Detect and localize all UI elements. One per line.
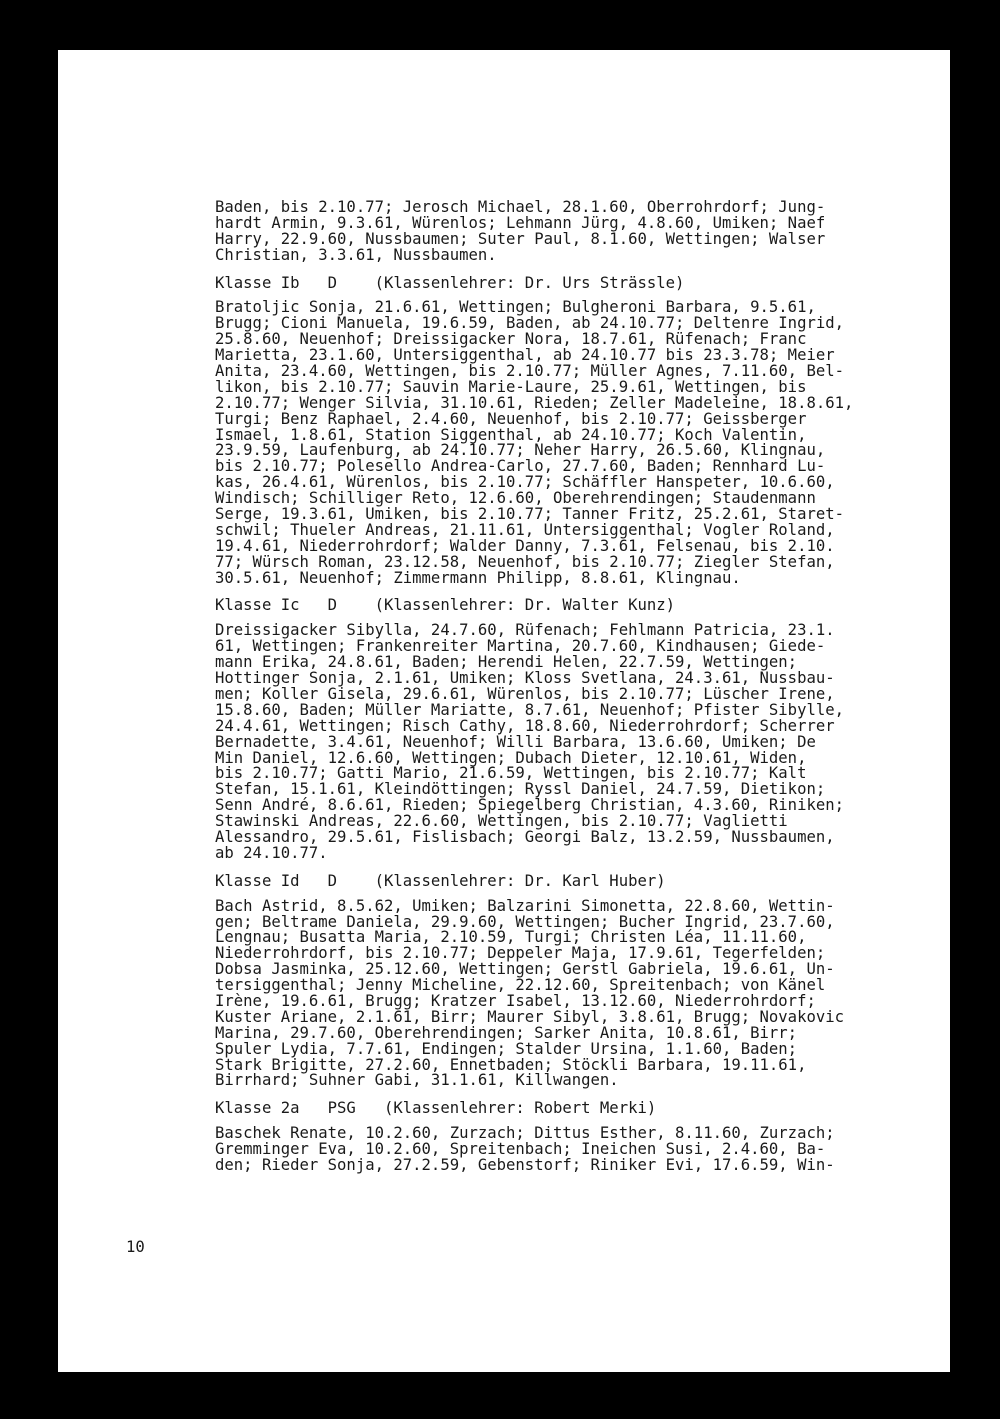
text-line: Christian, 3.3.61, Nussbaumen.: [215, 245, 497, 264]
text-line: 19.4.61, Niederrohrdorf; Walder Danny, 7.3.61, Felsenau, bis 2.10.: [215, 536, 835, 555]
text-line: Baschek Renate, 10.2.60, Zurzach; Dittus Esther, 8.11.60, Zurzach;: [215, 1124, 835, 1143]
text-line: Baden, bis 2.10.77; Jerosch Michael, 28.1.60, Oberrohrdorf; Jung-: [215, 198, 826, 216]
text-line: tersiggenthal; Jenny Micheline, 22.12.60, Spreitenbach; von Känel: [215, 976, 826, 995]
class-list-ic: [215, 623, 915, 861]
intro-paragraph: [215, 200, 915, 264]
text-line: Bratoljic Sonja, 21.6.61, Wettingen; Bulgheroni Barbara, 9.5.61,: [215, 298, 816, 317]
text-line: Stark Brigitte, 27.2.60, Ennetbaden; Stöckli Barbara, 19.11.61,: [215, 1055, 807, 1074]
text-line: Min Daniel, 12.6.60, Wettingen; Dubach Dieter, 12.10.61, Widen,: [215, 748, 807, 767]
text-line: Dreissigacker Sibylla, 24.7.60, Rüfenach; Fehlmann Patricia, 23.1.: [215, 621, 835, 640]
text-line: Kuster Ariane, 2.1.61, Birr; Maurer Sibyl, 3.8.61, Brugg; Novakovic: [215, 1007, 845, 1026]
class-heading-ic: Klasse Ic D (Klassenlehrer: Dr. Walter Kunz): [215, 596, 676, 615]
text-line: hardt Armin, 9.3.61, Würenlos; Lehmann Jürg, 4.8.60, Umiken; Naef: [215, 213, 826, 232]
text-line: Gremminger Eva, 10.2.60, Spreitenbach; Ineichen Susi, 2.4.60, Ba-: [215, 1140, 826, 1159]
text-line: Hottinger Sonja, 2.1.61, Umiken; Kloss Svetlana, 24.3.61, Nussbau-: [215, 669, 835, 688]
text-line: men; Koller Gisela, 29.6.61, Würenlos, bis 2.10.77; Lüscher Irene,: [215, 684, 835, 703]
text-line: Marina, 29.7.60, Oberehrendingen; Sarker Anita, 10.8.61, Birr;: [215, 1023, 798, 1042]
text-line: den; Rieder Sonja, 27.2.59, Gebenstorf; Riniker Evi, 17.6.59, Win-: [215, 1155, 835, 1174]
text-line: kas, 26.4.61, Würenlos, bis 2.10.77; Schäffler Hanspeter, 10.6.60,: [215, 473, 835, 492]
text-line: Anita, 23.4.60, Wettingen, bis 2.10.77; Müller Agnes, 7.11.60, Bel-: [215, 362, 845, 381]
text-line: Harry, 22.9.60, Nussbaumen; Suter Paul, 8.1.60, Wettingen; Walser: [215, 229, 826, 248]
text-line: gen; Beltrame Daniela, 29.9.60, Wettingen; Bucher Ingrid, 23.7.60,: [215, 912, 835, 931]
page-number: 10: [126, 1238, 145, 1256]
text-line: Ismael, 1.8.61, Station Siggenthal, ab 24.10.77; Koch Valentin,: [215, 425, 807, 444]
text-line: Irène, 19.6.61, Brugg; Kratzer Isabel, 13.12.60, Niederrohrdorf;: [215, 991, 816, 1010]
document-page: [58, 50, 950, 1372]
class-heading-ib: Klasse Ib D (Klassenlehrer: Dr. Urs Strässle): [215, 273, 685, 292]
class-list-id: [215, 896, 915, 1090]
page-content: [215, 200, 915, 1174]
text-line: likon, bis 2.10.77; Sauvin Marie-Laure, 25.9.61, Wettingen, bis: [215, 377, 807, 396]
text-line: Stefan, 15.1.61, Kleindöttingen; Ryssl Daniel, 24.7.59, Dietikon;: [215, 780, 826, 799]
text-line: Lengnau; Busatta Maria, 2.10.59, Turgi; Christen Léa, 11.11.60,: [215, 928, 807, 947]
text-line: 25.8.60, Neuenhof; Dreissigacker Nora, 18.7.61, Rüfenach; Franc: [215, 330, 807, 349]
text-line: 2.10.77; Wenger Silvia, 31.10.61, Rieden; Zeller Madeleine, 18.8.61,: [215, 393, 854, 412]
text-line: Senn André, 8.6.61, Rieden; Spiegelberg Christian, 4.3.60, Riniken;: [215, 796, 845, 815]
text-line: 23.9.59, Laufenburg, ab 24.10.77; Neher Harry, 26.5.60, Klingnau,: [215, 441, 826, 460]
text-line: 61, Wettingen; Frankenreiter Martina, 20.7.60, Kindhausen; Giede-: [215, 637, 826, 656]
text-line: ab 24.10.77.: [215, 843, 328, 862]
text-line: Birrhard; Suhner Gabi, 31.1.61, Killwangen.: [215, 1071, 619, 1090]
class-list-ib: [215, 300, 915, 586]
text-line: Brugg; Cioni Manuela, 19.6.59, Baden, ab 24.10.77; Deltenre Ingrid,: [215, 314, 845, 333]
text-line: 24.4.61, Wettingen; Risch Cathy, 18.8.60, Niederrohrdorf; Scherrer: [215, 716, 835, 735]
text-line: 77; Würsch Roman, 23.12.58, Neuenhof, bis 2.10.77; Ziegler Stefan,: [215, 552, 835, 571]
text-line: 30.5.61, Neuenhof; Zimmermann Philipp, 8.8.61, Klingnau.: [215, 568, 741, 587]
text-line: Serge, 19.3.61, Umiken, bis 2.10.77; Tanner Fritz, 25.2.61, Staret-: [215, 505, 845, 524]
text-line: bis 2.10.77; Polesello Andrea-Carlo, 27.7.60, Baden; Rennhard Lu-: [215, 457, 826, 476]
text-line: Alessandro, 29.5.61, Fislisbach; Georgi Balz, 13.2.59, Nussbaumen,: [215, 827, 835, 846]
text-line: Bernadette, 3.4.61, Neuenhof; Willi Barbara, 13.6.60, Umiken; De: [215, 732, 816, 751]
text-line: Dobsa Jasminka, 25.12.60, Wettingen; Gerstl Gabriela, 19.6.61, Un-: [215, 960, 835, 979]
class-heading-2a: Klasse 2a PSG (Klassenlehrer: Robert Merki): [215, 1099, 657, 1118]
class-list-2a: [215, 1126, 915, 1174]
text-line: Windisch; Schilliger Reto, 12.6.60, Oberehrendingen; Staudenmann: [215, 489, 816, 508]
text-line: 15.8.60, Baden; Müller Mariatte, 8.7.61, Neuenhof; Pfister Sibylle,: [215, 700, 845, 719]
text-line: Bach Astrid, 8.5.62, Umiken; Balzarini Simonetta, 22.8.60, Wettin-: [215, 896, 835, 915]
text-line: Turgi; Benz Raphael, 2.4.60, Neuenhof, bis 2.10.77; Geissberger: [215, 409, 807, 428]
text-line: Marietta, 23.1.60, Untersiggenthal, ab 24.10.77 bis 23.3.78; Meier: [215, 346, 835, 365]
text-line: mann Erika, 24.8.61, Baden; Herendi Helen, 22.7.59, Wettingen;: [215, 653, 798, 672]
text-line: schwil; Thueler Andreas, 21.11.61, Untersiggenthal; Vogler Roland,: [215, 520, 835, 539]
text-line: Stawinski Andreas, 22.6.60, Wettingen, bis 2.10.77; Vaglietti: [215, 812, 788, 831]
class-heading-id: Klasse Id D (Klassenlehrer: Dr. Karl Huber): [215, 871, 666, 890]
text-line: bis 2.10.77; Gatti Mario, 21.6.59, Wettingen, bis 2.10.77; Kalt: [215, 764, 807, 783]
text-line: Spuler Lydia, 7.7.61, Endingen; Stalder Ursina, 1.1.60, Baden;: [215, 1039, 798, 1058]
text-line: Niederrohrdorf, bis 2.10.77; Deppeler Maja, 17.9.61, Tegerfelden;: [215, 944, 826, 963]
